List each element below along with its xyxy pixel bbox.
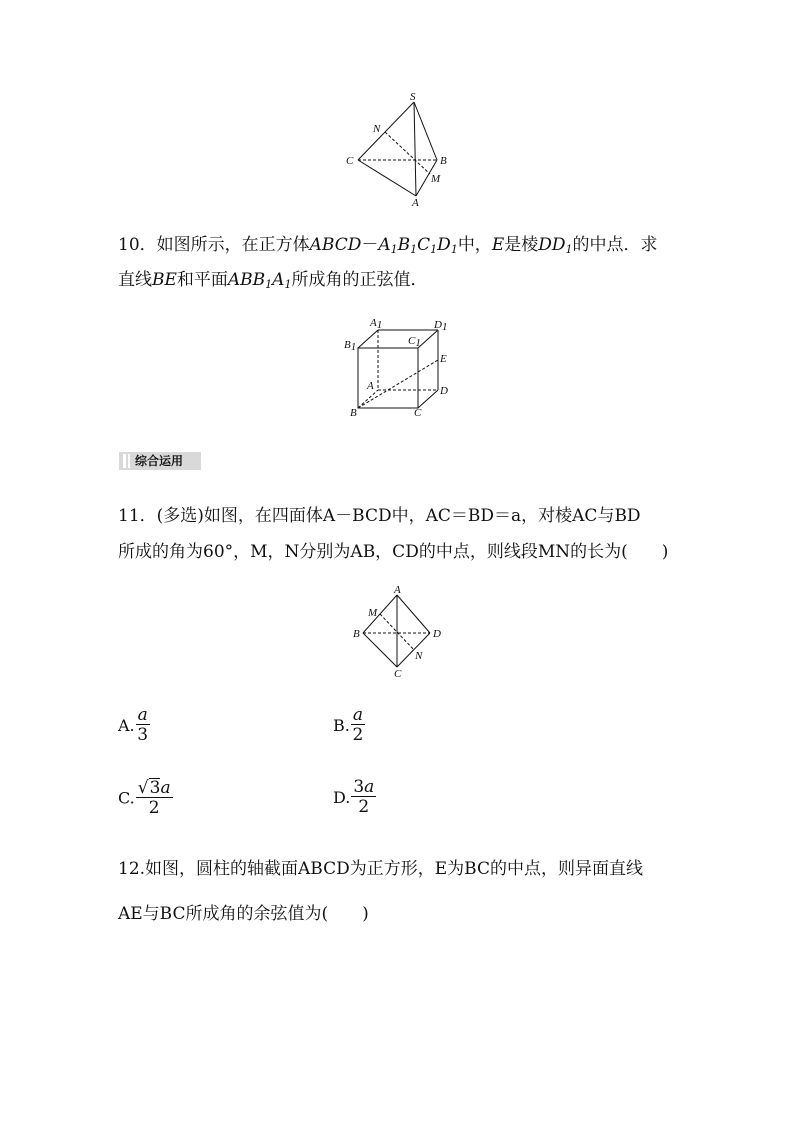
option-c-fraction: $\frac{√3a}{2}$ xyxy=(137,778,171,818)
pyramid-figure xyxy=(340,92,460,212)
q11-line1: 11．(多选)如图，在四面体A－BCD中，AC＝BD＝a，对棱AC与BD xyxy=(118,506,641,526)
label-n: N xyxy=(373,123,381,135)
option-a[interactable] xyxy=(118,706,150,745)
label-b1: B1 xyxy=(344,339,357,353)
label-m: M xyxy=(431,173,441,185)
label-a: A xyxy=(367,380,374,392)
section-header xyxy=(119,452,201,470)
label-s: S xyxy=(410,91,416,103)
label-a: A xyxy=(412,197,419,209)
option-b-label: B. xyxy=(333,716,350,735)
option-d-fraction: $\frac{3a}{2}$ xyxy=(353,777,375,817)
section-bar-decoration xyxy=(123,454,126,468)
label-a: A xyxy=(394,584,401,596)
label-d: D xyxy=(433,628,441,640)
label-c: C xyxy=(414,407,422,419)
label-a1: A1 xyxy=(370,317,383,331)
option-b-fraction: $\frac{a}{2}$ xyxy=(352,705,364,745)
label-d: D xyxy=(440,385,448,397)
section-bar-decoration-2 xyxy=(128,454,130,468)
q10-line2: 直线BE和平面$ABB_1A_1$所成角的正弦值． xyxy=(118,270,428,291)
option-a-label: A. xyxy=(118,716,135,735)
option-d-label: D. xyxy=(333,788,351,807)
q11-line2: 所成的角为60°，M，N分别为AB，CD的中点，则线段MN的长为( ) xyxy=(118,542,669,562)
option-d[interactable] xyxy=(333,778,376,817)
label-c: C xyxy=(394,668,402,680)
option-a-fraction: $\frac{a}{3}$ xyxy=(137,705,149,745)
label-b: B xyxy=(353,628,360,640)
cube-figure xyxy=(340,316,470,426)
q10-line1: 10．如图所示，在正方体$ABCD-A_1B_1C_1D_1$中，E是棱$DD_1$的中点．求 xyxy=(118,235,658,256)
label-e: E xyxy=(440,353,447,365)
label-c: C xyxy=(346,155,354,167)
tetrahedron-figure xyxy=(350,585,450,680)
option-b[interactable] xyxy=(333,706,365,745)
label-n: N xyxy=(415,650,423,662)
label-d1: D1 xyxy=(434,319,448,333)
label-b: B xyxy=(350,407,357,419)
section-label: 综合运用 xyxy=(135,454,184,468)
label-b: B xyxy=(440,155,447,167)
option-c[interactable] xyxy=(118,778,173,818)
option-c-label: C. xyxy=(118,788,135,808)
q12-line2: AE与BC所成角的余弦值为( ) xyxy=(118,904,369,924)
q12-line1: 12.如图，圆柱的轴截面ABCD为正方形，E为BC的中点，则异面直线 xyxy=(118,859,643,879)
label-c1: C1 xyxy=(408,335,421,349)
label-m: M xyxy=(368,607,378,619)
